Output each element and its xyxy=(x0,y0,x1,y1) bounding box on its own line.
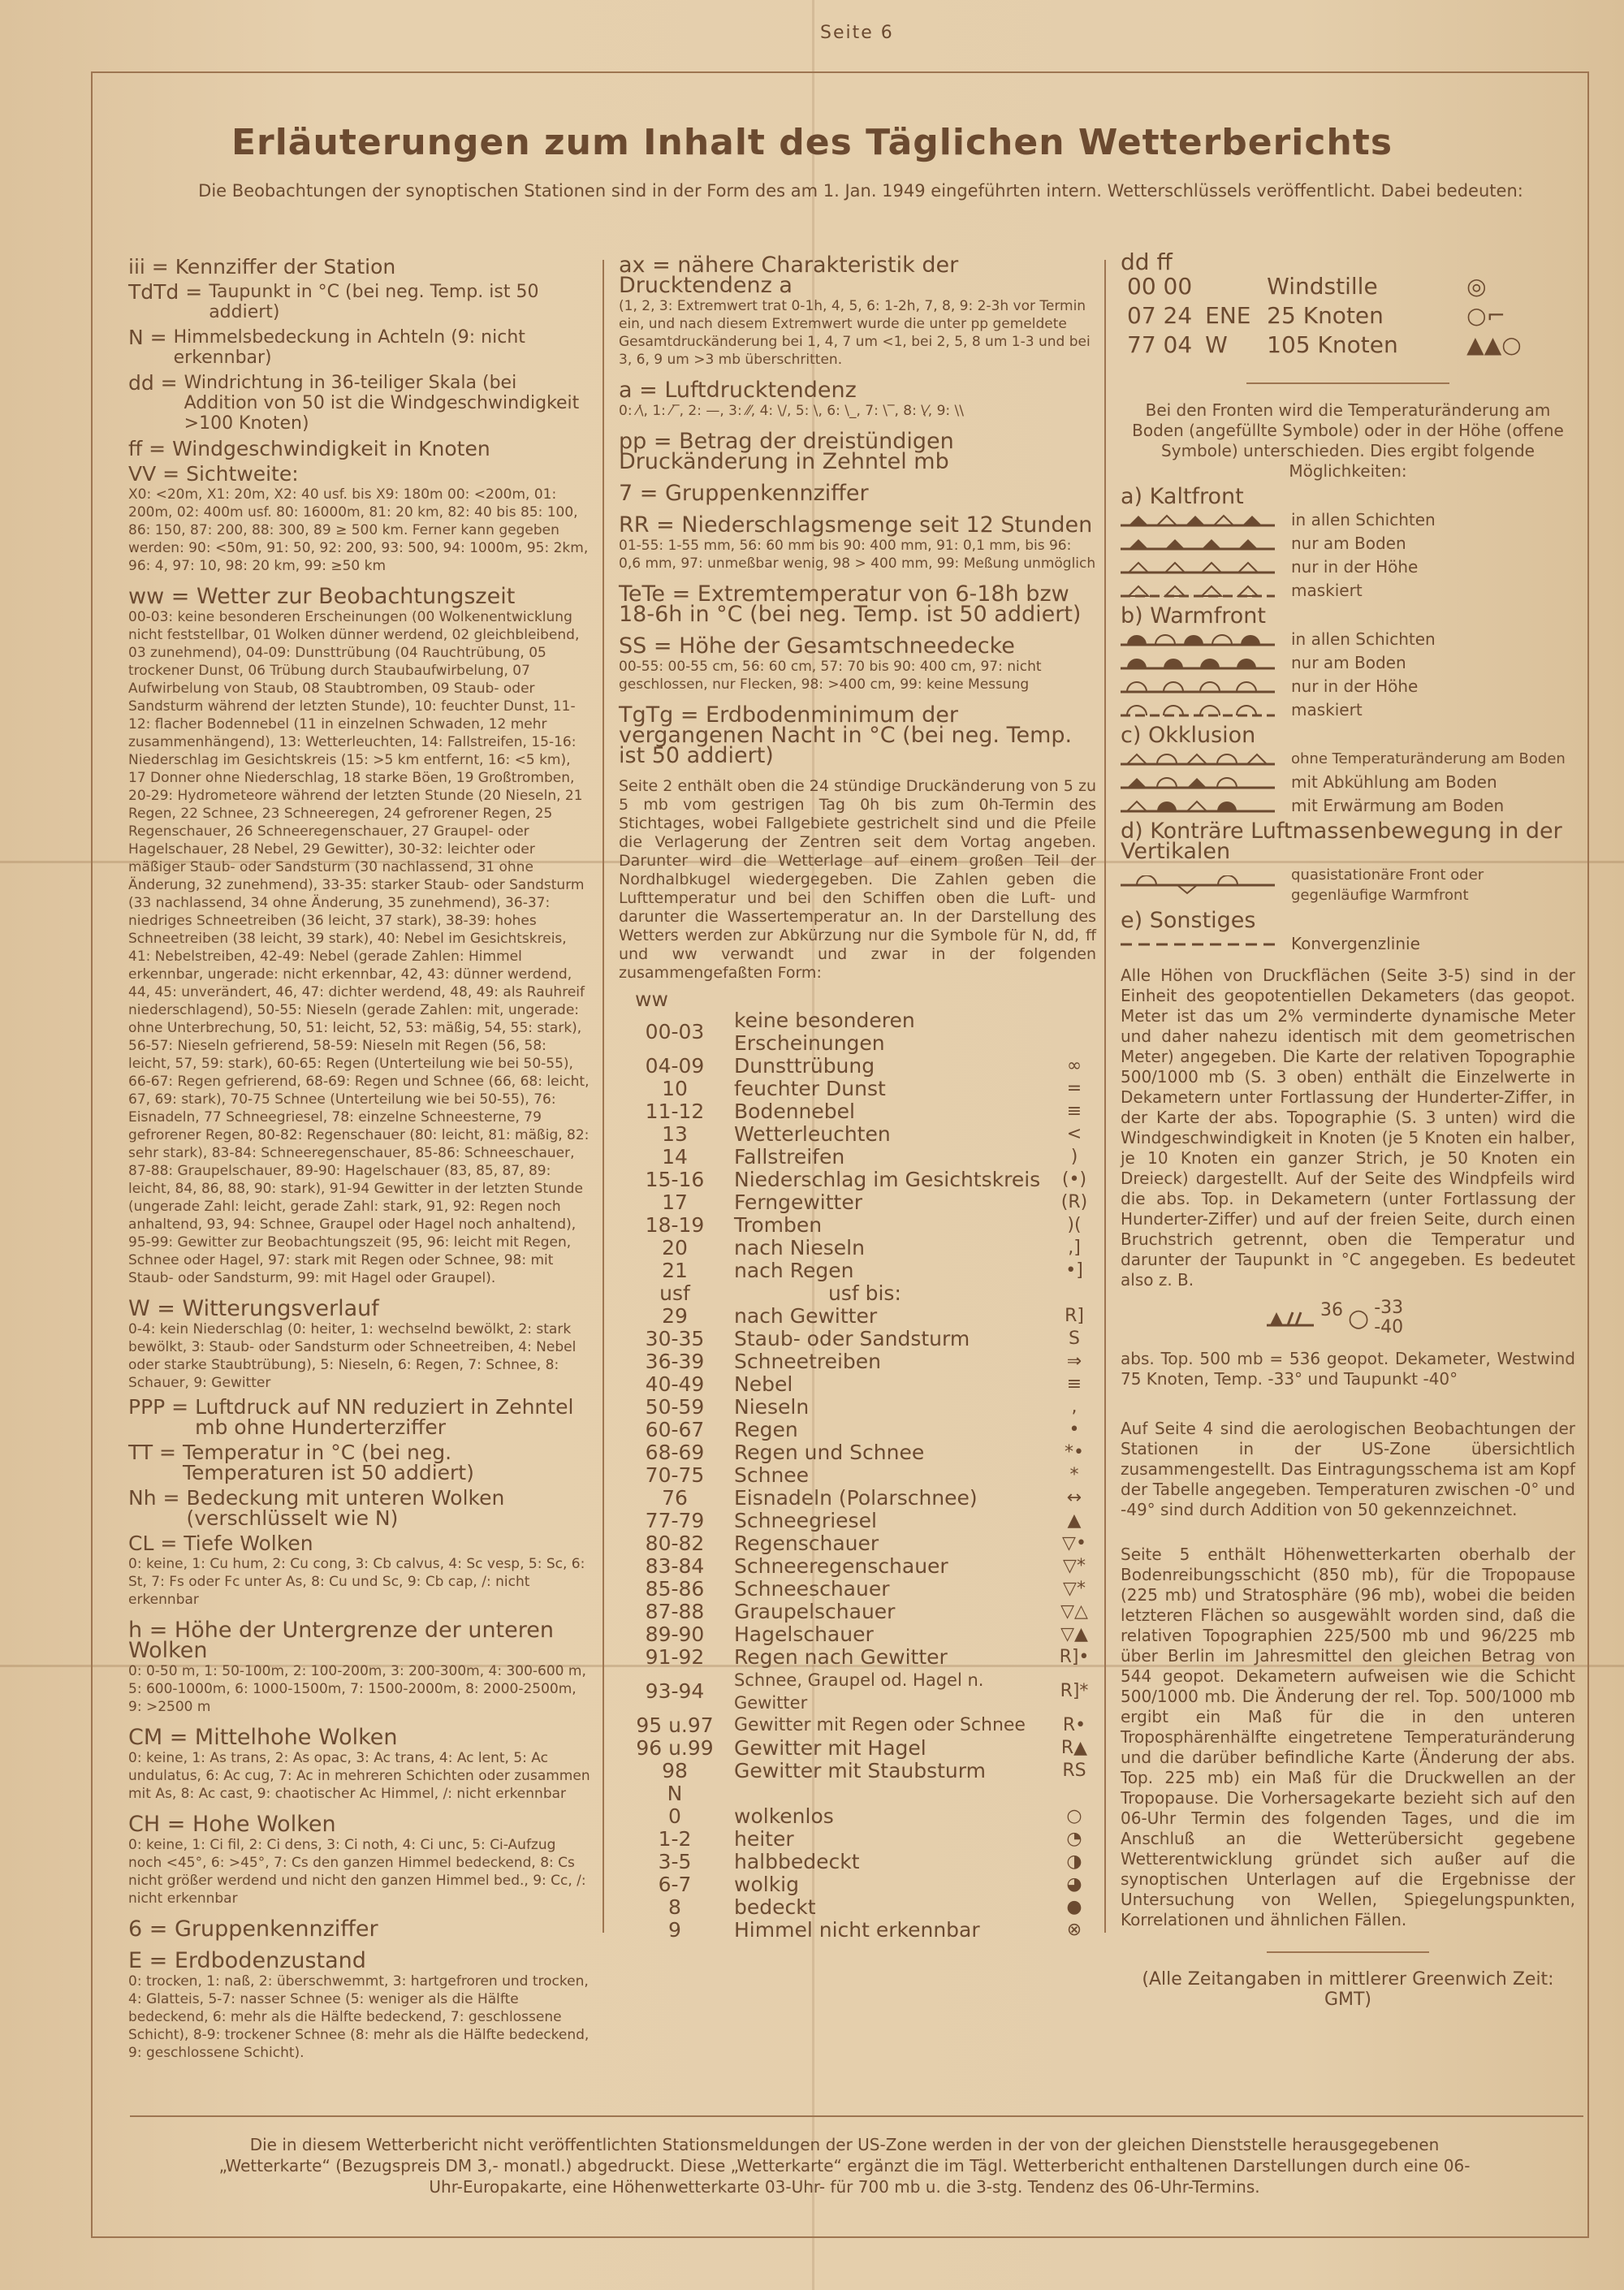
divider xyxy=(1267,1951,1429,1953)
column-2 xyxy=(619,252,1096,1942)
convergence-line-icon xyxy=(1121,938,1275,951)
SS-detail: 00-55: 00-55 cm, 56: 60 cm, 57: 70 bis 90: 400 cm, 97: nicht geschlossen, nur Flecken, 98: >400 cm, 99: keine Messung xyxy=(619,659,1042,693)
table-row: 20 nach Nieseln ,] xyxy=(662,1236,1081,1260)
table-row: 68-69 Regen und Schnee *• xyxy=(645,1441,1084,1464)
table-row: 1-2 heiter ◔ xyxy=(658,1827,1082,1851)
table-row: 93-94 Schnee, Graupel od. Hagel n. Gewitter R]* xyxy=(645,1670,1089,1713)
E-heading: E = Erdbodenzustand xyxy=(128,1948,366,1973)
kontraer-heading: d) Konträre Luftmassenbewegung in der Vertikalen xyxy=(1121,819,1562,864)
fronts-intro: Bei den Fronten wird die Temperaturänderung am Boden (angefüllte Symbole) oder in der Höhe (offene Symbole) unterschieden. Dies ergibt folgende Möglichkeiten: xyxy=(1132,400,1564,481)
front-legend-row: quasistationäre Front oder gegenläufige Warmfront xyxy=(1121,865,1575,905)
table-row: 80-82 Regenschauer ▽• xyxy=(645,1532,1086,1555)
table-row: N xyxy=(667,1782,683,1805)
cold-front-ground-icon xyxy=(1121,538,1275,551)
front-legend-row: ohne Temperaturänderung am Boden xyxy=(1121,749,1575,769)
page-number: Seite 6 xyxy=(820,23,894,43)
table-row: 17 Ferngewitter (R) xyxy=(662,1190,1088,1214)
table-row: 96 u.99 Gewitter mit Hagel R▲ xyxy=(636,1736,1088,1760)
ww-heading: ww = Wetter zur Beobachtungszeit xyxy=(128,584,516,609)
table-row: 50-59 Nieseln , xyxy=(645,1395,1078,1419)
kaltfront-heading: a) Kaltfront xyxy=(1121,484,1244,509)
table-row: 6-7 wolkig ◕ xyxy=(658,1873,1082,1896)
table-row: 85-86 Schneeschauer ▽* xyxy=(645,1577,1086,1601)
table-row: 89-90 Hagelschauer ▽▲ xyxy=(645,1622,1088,1646)
TeTe-heading: TeTe = Extremtemperatur von 6-18h bzw 18-6h in °C (bei neg. Temp. ist 50 addiert) xyxy=(619,581,1082,627)
column-1 xyxy=(128,252,591,2062)
RR-detail: 01-55: 1-55 mm, 56: 60 mm bis 90: 400 mm, 91: 0,1 mm, bis 96: 0,6 mm, 97: unmeßbar wenig, 98 > 400 mm, 99: Meßung unmöglich xyxy=(619,538,1096,572)
table-row: 77-79 Schneegriesel ▲ xyxy=(645,1509,1082,1532)
front-legend-row: nur in der Höhe xyxy=(1121,676,1575,697)
table-row: 91-92 Regen nach Gewitter R]• xyxy=(645,1645,1090,1669)
key-entry: PPP = Luftdruck auf NN reduziert in Zehntel mb ohne Hunderterziffer xyxy=(128,1395,574,1439)
table-row: 60-67 Regen • xyxy=(645,1418,1080,1441)
okklusion-heading: c) Okklusion xyxy=(1121,723,1256,748)
wind-arrow-example-icon xyxy=(1267,1306,1315,1330)
front-legend-row: nur in der Höhe xyxy=(1121,557,1575,577)
table-row: 76 Eisnadeln (Polarschnee) ↔ xyxy=(662,1486,1082,1510)
gruppenkennziffer-7: 7 = Gruppenkennziffer xyxy=(619,481,869,506)
E-detail: 0: trocken, 1: naß, 2: überschwemmt, 3: hartgefroren und trocken, 4: Glatteis, 5-7: nasser Schnee (5: weniger als die Hälfte bedeckend, 6: mehr als die Hälfte bedeckend, 7: geschlossene Schicht), 8-9: trockener Schnee (8: mehr als die Hälfte bedeckend, 9: geschlossene Schicht). xyxy=(128,1973,590,2061)
time-note: (Alle Zeitangaben in mittlerer Greenwich Zeit: GMT) xyxy=(1142,1969,1554,2010)
winds-heading: dd ff xyxy=(1121,248,1173,275)
ax-detail: (1, 2, 3: Extremwert trat 0-1h, 4, 5, 6: 1-2h, 7, 8, 9: 2-3h vor Termin ein, und nach diesem Extremwert wurde die unter pp gemeldete Gesamtdruckänderung bei 1, 4, 7 um <1, bei 2, 5, 8 um 1-3 und bei 3, 6, 9 um >3 mb überschritten. xyxy=(619,298,1091,368)
ww-symbol-table xyxy=(619,1009,1096,1942)
CM-detail: 0: keine, 1: As trans, 2: As opac, 3: Ac trans, 4: Ac lent, 5: Ac undulatus, 6: Ac cug, 7: Ac in mehreren Schichten oder zusammen mit As, 8: Ac cast, 9: chaotischer Ac Himmel, /: nicht erkennbar xyxy=(128,1750,590,1802)
ww-detail: 00-03: keine besonderen Erscheinungen (00 Wolkenentwicklung nicht feststellbar, 01 Wolken dünner werdend, 02 gleichbleibend, 03 zunehmend), 04-09: Dunsttrübung (04 Rauchtrübung, 05 trockener Dunst, 06 Trübung durch Staubaufwirbelung, 07 Aufwirbelung von Staub, 08 Staubtromben, 09 Staub- oder Sandsturm während der letzten Stunde), 10: feuchter Dunst, 11-12: flacher Bodennebel (11 in einzelnen Schwaden, 12 mehr zusammenhängend), 13: Wetterleuchten, 14: Fallstreifen, 15-16: Niederschlag im Gesichtskreis (15: >5 km entfernt, 16: <5 km), 17 Donner ohne Niederschlag, 18 starke Böen, 19 Großtromben, 20-29: Hydrometeore während der letzten Stunde (20 Nieseln, 21 Regen, 22 Schnee, 23 Schneeregen, 24 gefrorener Regen, 25 Regenschauer, 26 Schneeregenschauer, 27 Graupel- oder Hagelschauer, 28 Nebel, 29 Gewitter), 30-32: leichter oder mäßiger Staub- oder Sandsturm (30 nachlassend, 31 ohne Änderung, 32 zunehmend), 33-35: starker Staub- oder Sandsturm (33 nachlassend, 34 ohne Änderung, 35 zunehmend), 36-37: niedriges Schneetreiben (36 leicht, 37 stark), 38-39: hohes Schneetreiben (38 leicht, 39 stark), 40: Nebel im Gesichtskreis, 41: Nebelstreiben, 42-49: Nebel (gerade Zahlen: Himmel erkennbar, ungerade: nicht erkennbar, 42, 43: dünner werdend, 44, 45: unverändert, 46, 47: dichter werdend, 48, 49: als Rauhreif niederschlagend), 50-55: Nieseln (gerade Zahlen: mit, ungerade: ohne Unterbrechung, 50, 51: leicht, 52, 53: mäßig, 54, 55: stark), 56-57: Nieseln gefrierend, 58-59: Nieseln mit Regen (56, 58: leicht, 57, 59: stark), 60-65: Regen (Unterteilung wie bei 50-55), 66-67: Regen gefrierend, 68-69: Regen und Schnee (66, 68: leicht, 67, 69: stark), 70-75 Schnee (Unterteilung wie bei 50-55), 76: Eisnadeln, 77 Schneegriesel, 78: einzelne Schneesterne, 79 gefrorener Regen, 80-82: Regenschauer (80: leicht, 81: mäßig, 82: sehr stark), 83-84: Schneeregenschauer, 85-86: Schneeschauer, 87-88: Graupelschauer, 89-90: Hagelschauer (83, 85, 87, 89: leicht, 84, 86, 88, 90: stark), 91-94 Gewitter in der letzten Stunde (ungerade Zahl: leicht, gerade Zahl: stark, 91, 92: Regen noch anhaltend, 93, 94: Schnee, Graupel oder Hagel noch anhaltend), 95-99: Gewitter zur Beobachtungszeit (95, 96: leicht mit Regen, Schnee oder Hagel, 97: stark mit Regen oder Schnee, 98: mit Staub- oder Sandsturm, 99: mit Hagel oder Graupel). xyxy=(128,609,590,1286)
table-row: usf usf bis: xyxy=(659,1281,901,1305)
front-legend-row: in allen Schichten xyxy=(1121,510,1575,530)
table-row: 00-03 keine besonderen Erscheinungen xyxy=(645,1009,915,1055)
footer-divider xyxy=(130,2115,1583,2117)
table-row: 98 Gewitter mit Staubsturm RS xyxy=(662,1759,1086,1782)
table-row: 18-19 Tromben )( xyxy=(645,1213,1082,1237)
front-legend-row: nur am Boden xyxy=(1121,653,1575,673)
page-title: Erläuterungen zum Inhalt des Täglichen Wetterberichts xyxy=(231,122,1393,163)
TgTg-heading: TgTg = Erdbodenminimum der vergangenen Nacht in °C (bei neg. Temp. ist 50 addiert) xyxy=(619,702,1073,768)
key-entry: iii = Kennziffer der Station xyxy=(128,255,396,279)
occlusion-warming-icon xyxy=(1121,800,1275,813)
table-row: 95 u.97 Gewitter mit Regen oder Schnee R• xyxy=(636,1713,1086,1737)
table-row: 14 Fallstreifen ) xyxy=(662,1145,1078,1169)
ax-heading: ax = nähere Charakteristik der Drucktendenz a xyxy=(619,253,959,298)
table-row: 29 nach Gewitter R] xyxy=(662,1304,1084,1328)
key-entry: VV = Sichtweite: xyxy=(128,462,299,486)
table-row: 87-88 Graupelschauer ▽△ xyxy=(645,1600,1088,1623)
key-entry: CL = Tiefe Wolken xyxy=(128,1532,313,1555)
table-row: 11-12 Bodennebel ≡ xyxy=(645,1100,1082,1123)
table-row: 00 00 Windstille ◎ xyxy=(1121,272,1528,301)
column-divider xyxy=(1104,260,1106,1933)
wind-symbol-table xyxy=(1121,272,1528,360)
warmfront-heading: b) Warmfront xyxy=(1121,603,1266,629)
divider xyxy=(1246,382,1449,384)
CM-heading: CM = Mittelhohe Wolken xyxy=(128,1725,398,1750)
wind-symbol-icon: ○⌐ xyxy=(1466,302,1506,329)
seite2-text: Seite 2 enthält oben die 24 stündige Druckänderung von 5 zu 5 mb vom gestrigen Tag 0h bis zum 0h-Termin des Stichtages, wobei Fallgebiete gestrichelt sind und die Pfeile die Verlagerung der Zentren seit dem Vortag angeben. Darunter wird die Wetterlage auf einem großen Teil der Nordhalbkugel wiedergegeben. Die Zahlen geben die Lufttemperatur und bei den Schiffen oben die Luft- und darunter die Wassertemperatur an. In der Darstellung des Wetters werden zur Abkürzung nur die Symbole für N, dd, ff und ww verwandt und zwar in der folgenden zusammengefaßten Form: xyxy=(619,777,1096,982)
cold-front-masked-icon xyxy=(1121,585,1275,598)
front-legend-row: maskiert xyxy=(1121,581,1575,601)
CL-detail: 0: keine, 1: Cu hum, 2: Cu cong, 3: Cb calvus, 4: Sc vesp, 5: Sc, 6: St, 7: Fs oder Fc unter As, 8: Cu und Sc, 9: Cb cap, /: nicht erkennbar xyxy=(128,1556,585,1608)
front-legend-row: maskiert xyxy=(1121,700,1575,720)
station-circle-icon: ○ xyxy=(1348,1303,1370,1333)
wind-example: 36 ○ -33 -40 xyxy=(1267,1298,1575,1337)
occlusion-cooling-icon xyxy=(1121,776,1275,789)
cold-front-both-icon xyxy=(1121,514,1275,527)
key-entry: Nh = Bedeckung mit unteren Wolken (verschlüsselt wie N) xyxy=(128,1486,505,1530)
occlusion-neutral-icon xyxy=(1121,753,1275,766)
cold-front-upper-icon xyxy=(1121,561,1275,574)
warm-front-masked-icon xyxy=(1121,704,1275,717)
front-legend-row: nur am Boden xyxy=(1121,534,1575,554)
front-legend-row: in allen Schichten xyxy=(1121,629,1575,650)
hoehen-text: Alle Höhen von Druckflächen (Seite 3-5) sind in der Einheit des geopotentiellen Dekameters (das geopot. Meter ist das um 2% verminderte dynamische Meter und daher nahezu identisch mit dem geometrischen Meter) angegeben. Die Karte der relativen Topographie 500/1000 mb (S. 3 oben) enthält die Einzelwerte in Dekametern unter Fortlassung der Hunderter-Ziffer, in der Karte der abs. Topographie (S. 3 unten) wird die Windgeschwindigkeit in Knoten (je 5 Knoten ein halber, je 10 Knoten ein ganzer Strich, je 50 Knoten ein Dreieck) dargestellt. Auf der Seite des Windpfeils wird die abs. Top. in Dekametern (unter Fortlassung der Hunderter-Ziffer) und auf der freien Seite, durch einen Bruchstrich getrennt, oben die Temperatur und darunter der Taupunkt in °C angegeben. Es bedeutet also z. B. xyxy=(1121,966,1575,1290)
table-row: 15-16 Niederschlag im Gesichtskreis (•) xyxy=(645,1168,1087,1191)
table-row: 8 bedeckt ● xyxy=(668,1895,1082,1919)
table-row: 70-75 Schnee * xyxy=(645,1463,1079,1487)
key-entry: TdTd = Taupunkt in °C (bei neg. Temp. ist 50 addiert) xyxy=(128,280,539,322)
gruppenkennziffer-6: 6 = Gruppenkennziffer xyxy=(128,1916,378,1942)
W-detail: 0-4: kein Niederschlag (0: heiter, 1: wechselnd bewölkt, 2: stark bewölkt, 3: Staub- oder Sandsturm oder Schneetreiben, 4: Nebel oder starke Staubtrübung), 5: Nieseln, 6: Regen, 7: Schnee, 8: Schauer, 9: Gewitter xyxy=(128,1321,577,1391)
warm-front-upper-icon xyxy=(1121,681,1275,693)
table-row: 36-39 Schneetreiben ⇒ xyxy=(645,1350,1082,1373)
intro-text: Die Beobachtungen der synoptischen Stationen sind in der Form des am 1. Jan. 1949 eingeführten intern. Wetterschlüssels veröffentlicht. Dabei bedeuten: xyxy=(198,181,1523,201)
key-entry: N = Himmelsbedeckung in Achteln (9: nicht erkennbar) xyxy=(128,326,525,368)
table-row: 21 nach Regen •] xyxy=(662,1259,1083,1282)
table-row: 07 24 ENE 25 Knoten ○⌐ xyxy=(1121,301,1528,331)
front-legend-row: mit Erwärmung am Boden xyxy=(1121,796,1575,816)
table-row: 10 feuchter Dunst = xyxy=(662,1077,1082,1100)
table-row: 40-49 Nebel ≡ xyxy=(645,1372,1082,1396)
warm-front-both-icon xyxy=(1121,633,1275,646)
column-3 xyxy=(1121,248,1575,2010)
table-row: 9 Himmel nicht erkennbar ⊗ xyxy=(668,1918,1082,1942)
SS-heading: SS = Höhe der Gesamtschneedecke xyxy=(619,633,1015,659)
sonstiges-heading: e) Sonstiges xyxy=(1121,908,1256,933)
table-row: 04-09 Dunsttrübung ∞ xyxy=(645,1054,1082,1078)
table-row: 13 Wetterleuchten < xyxy=(662,1122,1082,1146)
wind-symbol-icon: ▲▲○ xyxy=(1466,331,1522,358)
seite5-text: Seite 5 enthält Höhenwetterkarten oberhalb der Bodenreibungsschicht (850 mb), für die Tropopause (225 mb) und Stratosphäre (96 mb), wobei die beiden letzteren Flächen so ausgewählt worden sind, daß die relativen Topographien 225/500 mb und 96/225 mb über Berlin im Jahresmittel den gleichen Betrag von 544 geopot. Dekametern aufweisen wie die Schicht 500/1000 mb. Die Änderung der rel. Top. 500/1000 mb ergibt ein Maß für die in den unteren Troposphärenhälfte eingetretene Temperaturänderung und die darüber befindliche Karte (Änderung der abs. Top. 225 mb) ein Maß für die Druckwellen an der Tropopause. Die Vorhersagekarte bezieht sich auf den 06-Uhr Termin des folgenden Tages, und die im Anschluß an die Wetterübersicht gegebene Wetterentwicklung gründet sich außer auf die synoptischen Unterlagen auf die Ergebnisse der Untersuchung von Wellen, Spiegelungspunkten, Korrelationen und ähnlichen Fällen. xyxy=(1121,1545,1575,1929)
vv-detail: X0: <20m, X1: 20m, X2: 40 usf. bis X9: 180m 00: <200m, 01: 200m, 02: 400m usf. 80: 16000m, 81: 20 km, 82: 40 bis 85: 100, 86: 150, 87: 200, 88: 300, 89 ≥ 500 km. Ferner kann gegeben werden: 90: <50m, 91: 50, 92: 200, 93: 500, 94: 1000m, 95: 2km, 96: 4, 97: 10, 98: 20 km, 99: ≥50 km xyxy=(128,486,589,574)
pp-heading: pp = Betrag der dreistündigen Druckänderung in Zehntel mb xyxy=(619,429,954,474)
key-entry: ff = Windgeschwindigkeit in Knoten xyxy=(128,437,490,460)
warm-front-ground-icon xyxy=(1121,657,1275,670)
RR-heading: RR = Niederschlagsmenge seit 12 Stunden xyxy=(619,512,1093,538)
table-row: 30-35 Staub- oder Sandsturm S xyxy=(645,1327,1080,1350)
h-detail: 0: 0-50 m, 1: 50-100m, 2: 100-200m, 3: 200-300m, 4: 300-600 m, 5: 600-1000m, 6: 1000-1500m, 7: 1500-2000m, 8: 2000-2500m, 9: >2500 m xyxy=(128,1663,586,1715)
h-heading: h = Höhe der Untergrenze der unteren Wolken xyxy=(128,1618,554,1663)
table-row: 77 04 W 105 Knoten ▲▲○ xyxy=(1121,331,1528,360)
wind-symbol-icon: ◎ xyxy=(1466,273,1487,300)
stationary-front-icon xyxy=(1121,875,1275,895)
W-heading: W = Witterungsverlauf xyxy=(128,1296,379,1321)
footer-text: Die in diesem Wetterbericht nicht veröffentlichten Stationsmeldungen der US-Zone werden in der von der gleichen Dienststelle herausgegebenen „Wetterkarte“ (Bezugspreis DM 3,- monatl.) abgedruckt. Diese „Wetterkarte“ ergänzt die im Tägl. Wetterbericht enthaltenen Darstellungen durch eine 06-Uhr-Europakarte, eine Höhenwetterkarte 03-Uhr- für 700 mb u. die 3-stg. Tendenz des 06-Uhr-Termins. xyxy=(218,2135,1471,2197)
seite4-text: Auf Seite 4 sind die aerologischen Beobachtungen der Stationen in der US-Zone übersichtlich zusammengestellt. Das Eintragungsschema ist am Kopf der Tabelle angegeben. Temperaturen zwischen -0° und -49° sind durch Addition von 50 gekennzeichnet. xyxy=(1121,1419,1575,1519)
table-row: 83-84 Schneeregenschauer ▽* xyxy=(645,1554,1086,1578)
ww-label: ww xyxy=(635,987,668,1011)
column-divider xyxy=(603,260,604,1933)
a-heading: a = Luftdrucktendenz xyxy=(619,378,857,403)
example-text: abs. Top. 500 mb = 536 geopot. Dekameter, Westwind 75 Knoten, Temp. -33° und Taupunkt -40° xyxy=(1121,1349,1575,1389)
CH-heading: CH = Hohe Wolken xyxy=(128,1812,336,1837)
a-detail: 0: ⁄\, 1: ⁄‾, 2: —, 3: ⁄⁄, 4: \/, 5: \, 6: \_, 7: \‾, 8: \⁄, 9: \\ xyxy=(619,403,964,419)
key-entry: dd = Windrichtung in 36-teiliger Skala (bei Addition von 50 ist die Windgeschwindigkeit >100 Knoten) xyxy=(128,371,580,434)
key-entry: TT = Temperatur in °C (bei neg. Temperaturen ist 50 addiert) xyxy=(128,1441,474,1484)
table-row: 3-5 halbbedeckt ◑ xyxy=(658,1850,1082,1873)
front-legend-row: mit Abkühlung am Boden xyxy=(1121,772,1575,793)
CH-detail: 0: keine, 1: Ci fil, 2: Ci dens, 3: Ci noth, 4: Ci unc, 5: Ci-Aufzug noch <45°, 6: >45°, 7: Cs den ganzen Himmel bedeckend, 8: Cs nicht größer werdend und nicht den ganzen Himmel bed., 9: Cc, /: nicht erkennbar xyxy=(128,1837,586,1907)
front-legend-row: Konvergenzlinie xyxy=(1121,934,1575,954)
table-row: 0 wolkenlos ○ xyxy=(668,1804,1082,1828)
